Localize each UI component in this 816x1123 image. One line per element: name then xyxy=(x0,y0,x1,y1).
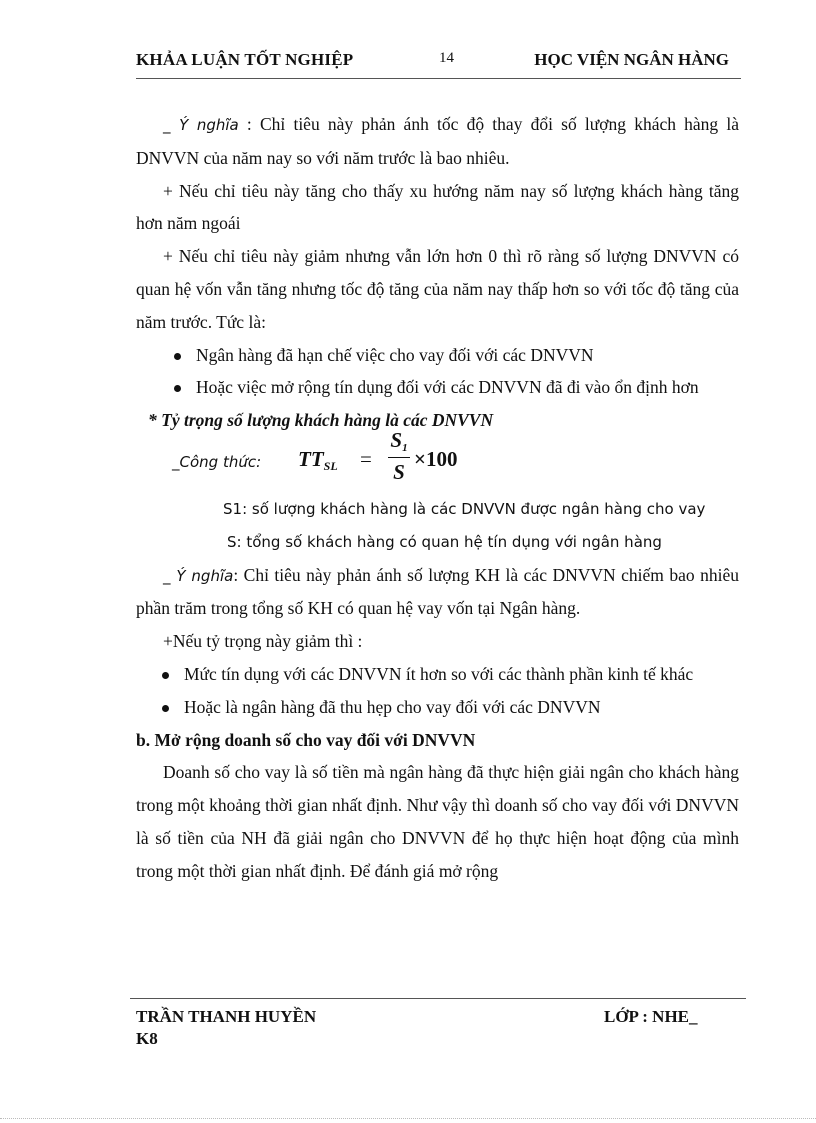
meaning-text-1: : Chỉ tiêu này phản ánh tốc độ thay đổi số lượng khách hàng là DNVVN của năm nay so với năm trước là bao nhiêu. xyxy=(136,114,740,168)
header-left-title: KHẢA LUẬN TỐT NGHIỆP xyxy=(136,50,354,69)
formula-label: _Công thức: xyxy=(172,452,262,471)
bullet-icon xyxy=(162,672,169,679)
list-item xyxy=(136,371,739,404)
formula-multiplier: ×100 xyxy=(414,446,458,471)
page-footer xyxy=(130,998,746,1048)
definition-s: S: tổng số khách hàng có quan hệ tín dụng với ngân hàng xyxy=(227,532,662,551)
formula-row xyxy=(136,427,739,493)
section-heading-ratio: * Tỷ trọng số lượng khách hàng là các DNVVN xyxy=(148,410,494,431)
formula-equals: = xyxy=(360,446,372,471)
definition-s1: S1: số lượng khách hàng là các DNVVN được ngân hàng cho vay xyxy=(223,499,706,518)
formula-fraction xyxy=(388,427,410,486)
formula-numerator xyxy=(388,427,410,457)
page-number: 14 xyxy=(439,50,454,66)
paragraph-increase: + Nếu chỉ tiêu này tăng cho thấy xu hướng năm nay số lượng khách hàng tăng hơn năm ngoái xyxy=(136,180,739,234)
footer-class: LỚP : NHE_ xyxy=(604,1007,698,1026)
formula-denominator: S xyxy=(393,459,405,484)
list-item-text: Mức tín dụng với các DNVVN ít hơn so với các thành phần kinh tế khác xyxy=(184,663,694,684)
paragraph-ratio-decrease: +Nếu tỷ trọng này giảm thì : xyxy=(163,631,363,652)
list-item xyxy=(136,691,739,724)
list-item-text: Hoặc là ngân hàng đã thu hẹp cho vay đối với các DNVVN xyxy=(184,696,601,717)
meaning-label-1: _ Ý nghĩa xyxy=(163,116,239,134)
paragraph-meaning-1 xyxy=(136,108,739,175)
bullet-icon xyxy=(174,385,181,392)
bullet-icon xyxy=(162,705,169,712)
formula-lhs-sub: SL xyxy=(323,458,338,473)
page-body xyxy=(136,108,739,888)
footer-class-suffix: K8 xyxy=(136,1029,158,1048)
bullet-icon xyxy=(174,353,181,360)
paragraph-meaning-2 xyxy=(136,559,739,626)
list-item xyxy=(136,339,739,372)
numerator-sub: 1 xyxy=(402,441,408,454)
list-item-text: Hoặc việc mở rộng tín dụng đối với các DNVVN đã đi vào ổn định hơn xyxy=(196,377,699,398)
footer-author: TRẦN THANH HUYỀN xyxy=(136,1007,317,1026)
numerator-text: S xyxy=(390,427,403,452)
list-item xyxy=(136,658,739,691)
section-heading-b: b. Mở rộng doanh số cho vay đối với DNVVN xyxy=(136,729,476,750)
meaning-label-2: _ Ý nghĩa xyxy=(163,566,234,585)
list-item-text: Ngân hàng đã hạn chế việc cho vay đối với các DNVVN xyxy=(196,344,594,365)
header-right-title: HỌC VIỆN NGÂN HÀNG xyxy=(534,50,729,69)
page-header xyxy=(136,48,741,79)
formula-lhs-text: TT xyxy=(298,446,324,471)
paragraph-loan-volume: Doanh số cho vay là số tiền mà ngân hàng đã thực hiện giải ngân cho khách hàng trong một khoảng thời gian nhất định. Như vậy thì doanh số cho vay đối với DNVVN là số tiền của NH đã giải ngân cho DNVVN để họ thực hiện hoạt động của mình trong một thời gian nhất định. Để đánh giá mở rộng xyxy=(136,762,739,881)
paragraph-decrease: + Nếu chỉ tiêu này giảm nhưng vẫn lớn hơn 0 thì rõ ràng số lượng DNVVN có quan hệ vốn vẫn tăng nhưng tốc độ tăng của năm nay thấp hơn so với tốc độ tăng của năm trước. Tức là: xyxy=(136,246,739,332)
formula-lhs xyxy=(298,447,338,472)
meaning-text-2: : Chỉ tiêu này phản ánh số lượng KH là các DNVVN chiếm bao nhiêu phần trăm trong tổng số KH có quan hệ vay vốn tại Ngân hàng. xyxy=(136,564,739,619)
page-edge-divider xyxy=(0,1118,816,1119)
